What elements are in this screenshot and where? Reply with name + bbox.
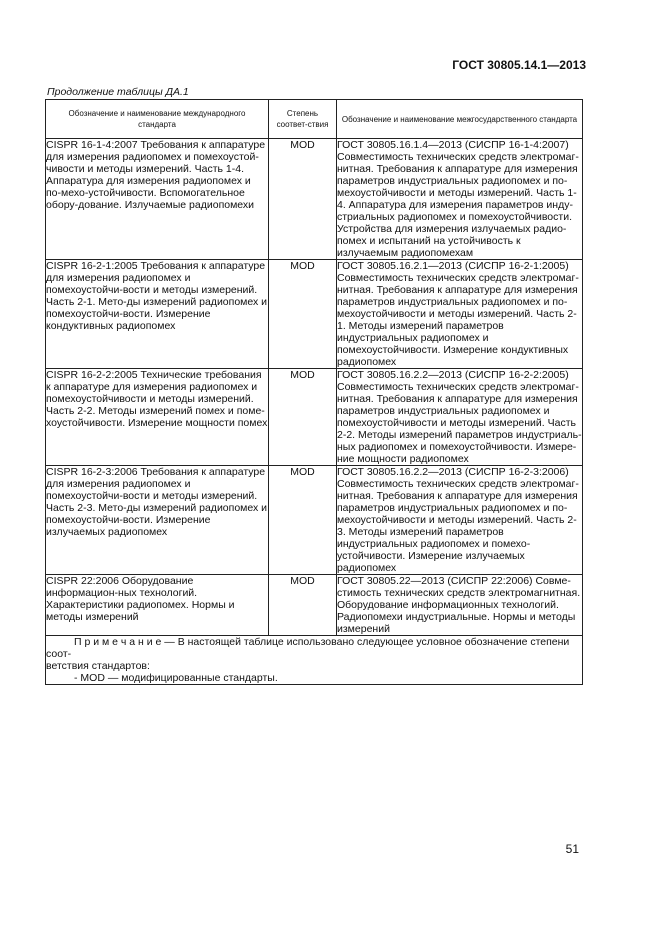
table-note-row xyxy=(46,636,583,685)
header-degree: Степень соответ-ствия xyxy=(269,100,337,139)
interstate-standard-cell: ГОСТ 30805.16.2.2—2013 (СИСПР 16-2-2:2005) Совместимость технических средств электромаг-нитная. Требования к аппаратуре для измерения параметров индустриальных радиопомех и помехоустойчивости и методы измерений. Часть 2-2. Методы измерений параметров индустриаль-ных радиопомех и помехоустойчивости. Измере-ние мощности радиопомех xyxy=(337,369,582,465)
degree-cell: MOD xyxy=(269,139,337,260)
table-row xyxy=(46,260,583,369)
note-line: ветствия стандартов: xyxy=(46,660,150,672)
table-note xyxy=(46,636,583,685)
intl-standard-cell: CISPR 16-2-1:2005 Требования к аппаратуре для измерения радиопомех и помехоустойчи-вости и методы измерений. Часть 2-1. Мето-ды измерений радиопомех и помехоустойчи-вости. Измерение кондуктивных радиопомех xyxy=(46,260,269,369)
intl-standard-cell: CISPR 16-2-3:2006 Требования к аппаратуре для измерения радиопомех и помехоустойчи-вости и методы измерений. Часть 2-3. Мето-ды измерений радиопомех и помехоустойчи-вости. Измерение излучаемых радиопомех xyxy=(46,466,269,575)
table-header-row xyxy=(46,100,583,139)
intl-standard-cell: CISPR 16-2-2:2005 Технические требования к аппаратуре для измерения радиопомех и помехоустойчивости и методы измерений. Часть 2-2. Методы измерений помех и поме-хоустойчивости. Измерение мощности помех xyxy=(46,369,269,466)
degree-cell: MOD xyxy=(269,260,337,369)
table-row xyxy=(46,575,583,636)
interstate-standard-cell: ГОСТ 30805.16.1.4—2013 (СИСПР 16-1-4:2007) Совместимость технических средств электромаг-нитная. Требования к аппаратуре для измерения параметров индустриальных радиопомех и по-мехоустойчивости и методы измерений. Часть 1-4. Аппаратура для измерения параметров инду-стриальных радиопомех и помехоустойчивости. Устройства для измерения излучаемых радио-помех и испытаний на устойчивость к излучаемым радиопомехам xyxy=(337,139,583,260)
degree-cell: MOD xyxy=(269,466,337,575)
degree-cell: MOD xyxy=(269,369,337,466)
intl-standard-cell: CISPR 16-1-4:2007 Требования к аппаратуре для измерения радиопомех и помехоустой-чивости и методы измерений. Часть 1-4. Аппаратура для измерения радиопомех и по-мехо-устойчивости. Вспомогательное обору-дование. Излучаемые радиопомехи xyxy=(46,139,269,260)
interstate-standard-cell: ГОСТ 30805.16.2.1—2013 (СИСПР 16-2-1:2005) Совместимость технических средств электромаг-нитная. Требования к аппаратуре для измерения параметров индустриальных радиопомех и по-мехоустойчивости и методы измерений. Часть 2-1. Методы измерений параметров индустриальных радиопомех и помехоустойчивости. Измерение кондуктивных радиопомех xyxy=(337,260,583,369)
degree-cell: MOD xyxy=(269,575,337,636)
document-code: ГОСТ 30805.14.1—2013 xyxy=(452,58,586,72)
page-number: 51 xyxy=(565,842,579,856)
header-interstate-standard: Обозначение и наименование межгосударственного стандарта xyxy=(337,100,583,139)
table-row xyxy=(46,466,583,575)
interstate-standard-cell: ГОСТ 30805.22—2013 (СИСПР 22:2006) Совме-стимость технических средств электромагнитная. Оборудование информационных технологий. Радиопомехи индустриальные. Нормы и методы измерений xyxy=(337,575,583,636)
note-line: П р и м е ч а н и е — В настоящей таблице использовано следующее условное обозначение степени соот- xyxy=(46,636,570,660)
interstate-standard-cell: ГОСТ 30805.16.2.2—2013 (СИСПР 16-2-3:2006) Совместимость технических средств электромаг-нитная. Требования к аппаратуре для измерения параметров индустриальных радиопомех и по-мехоустойчивости и методы измерений. Часть 2-3. Методы измерений параметров индустриальных радиопомех и помехо-устойчивости. Измерение излучаемых радиопомех xyxy=(337,466,583,575)
table-row xyxy=(46,369,583,466)
note-line: - MOD — модифицированные стандарты. xyxy=(74,672,278,684)
table-row xyxy=(46,139,583,260)
intl-standard-cell: CISPR 22:2006 Оборудование информацион-ных технологий. Характеристики радиопомех. Нормы и методы измерений xyxy=(46,575,269,636)
header-intl-standard: Обозначение и наименование международного стандарта xyxy=(46,100,269,139)
table-caption: Продолжение таблицы ДА.1 xyxy=(47,86,189,98)
standards-table xyxy=(45,99,583,685)
